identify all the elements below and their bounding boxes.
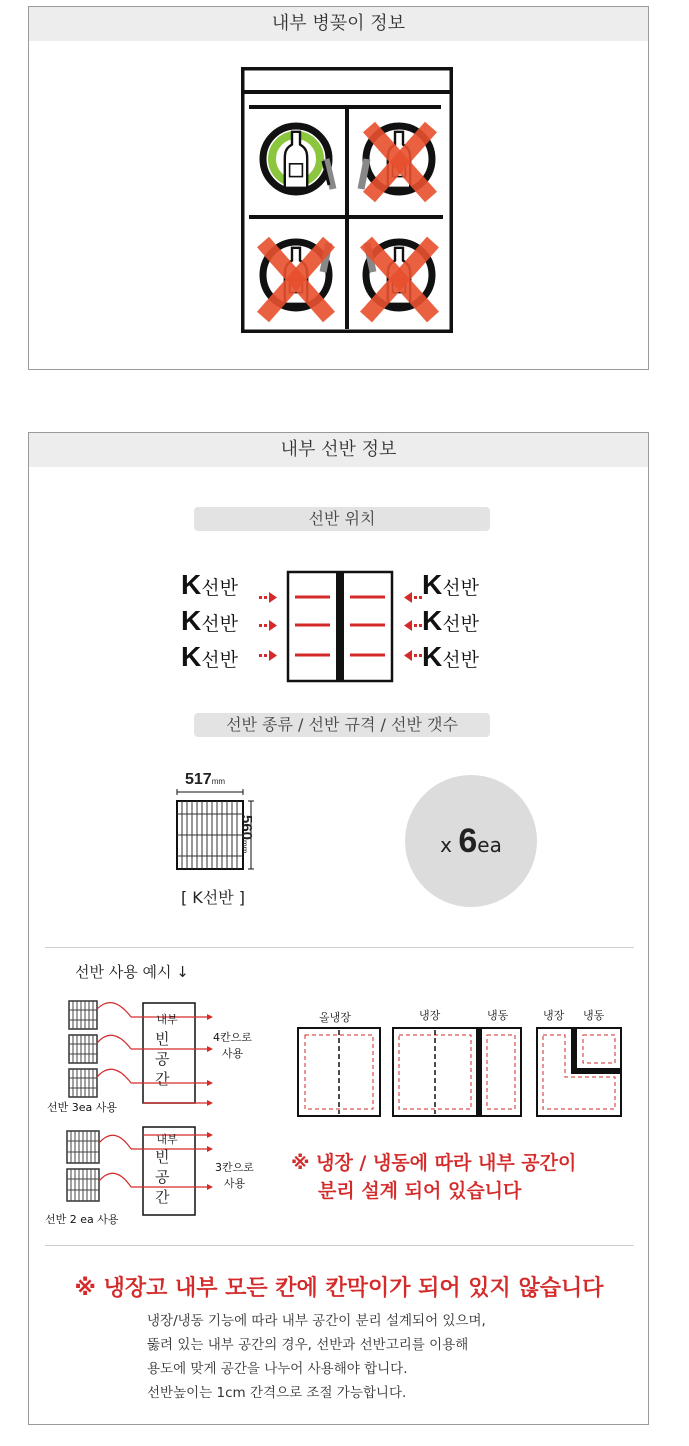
shelf-width-label: 517mm	[185, 771, 226, 788]
shelf-position-diagram	[251, 569, 431, 685]
shelf-name: [ K선반 ]	[180, 888, 246, 907]
shelf-notes: 냉장/냉동 기능에 따라 내부 공간이 분리 설계되어 있으며, 뚫려 있는 내부 공간의 경우, 선반과 선반고리를 이용해 용도에 맞게 공간을 나누어 사용해야 합니다. 선반높이는 1cm 간격으로 조절 가능합니다.	[147, 1313, 486, 1401]
box-label: 내부	[156, 1133, 178, 1146]
divider	[45, 947, 634, 948]
shelf-info-panel	[28, 432, 649, 1425]
partition-warning: ※ 냉장고 내부 모든 칸에 칸막이가 되어 있지 않습니다	[74, 1276, 604, 1301]
k-shelf-label: K선반	[422, 569, 479, 600]
freezer-label: 냉동	[487, 1009, 509, 1022]
bottle-slot-ok-icon	[263, 126, 333, 192]
caption-2ea: 선반 2 ea 사용	[45, 1213, 119, 1226]
wire-shelf-icon	[173, 789, 273, 877]
k-shelf-label: K선반	[181, 641, 238, 672]
all-fridge-label: 올냉장	[319, 1011, 351, 1024]
shelf-depth-label: 560mm	[238, 815, 255, 854]
fridge-label: 냉장	[419, 1009, 441, 1022]
k-shelf-label: K선반	[181, 569, 238, 600]
divider	[45, 1245, 634, 1246]
use-3-label: 3칸으로 사용	[215, 1161, 254, 1190]
use-4-label: 4칸으로 사용	[213, 1031, 252, 1060]
k-shelf-label: K선반	[422, 641, 479, 672]
shelf-count-badge: x 6ea	[405, 775, 537, 907]
empty-space-label: 빈 공 간	[155, 1148, 170, 1206]
fridge-label: 냉장	[543, 1009, 565, 1022]
usage-2ea-diagram	[65, 1123, 217, 1219]
bottle-rack-diagram	[241, 67, 453, 333]
arrow-right-icon	[259, 592, 277, 661]
k-shelf-label: K선반	[181, 605, 238, 636]
compartment-diagrams	[293, 1023, 627, 1121]
usage-3ea-diagram	[65, 999, 217, 1109]
shelf-types-header: 선반 종류 / 선반 규격 / 선반 갯수	[194, 713, 490, 737]
box-label: 내부	[156, 1013, 178, 1026]
usage-header: 선반 사용 예시 ↓	[75, 963, 189, 981]
bottle-rack-panel	[28, 6, 649, 370]
freezer-label: 냉동	[583, 1009, 605, 1022]
k-shelf-label: K선반	[422, 605, 479, 636]
bottle-rack-title: 내부 병꽂이 정보	[29, 7, 648, 41]
separation-note: ※ 냉장 / 냉동에 따라 내부 공간이 분리 설계 되어 있습니다	[291, 1152, 577, 1202]
shelf-position-header: 선반 위치	[194, 507, 490, 531]
arrow-left-icon	[404, 592, 422, 661]
caption-3ea: 선반 3ea 사용	[47, 1101, 118, 1114]
shelf-info-title: 내부 선반 정보	[29, 433, 648, 467]
empty-space-label: 빈 공 간	[155, 1030, 170, 1088]
